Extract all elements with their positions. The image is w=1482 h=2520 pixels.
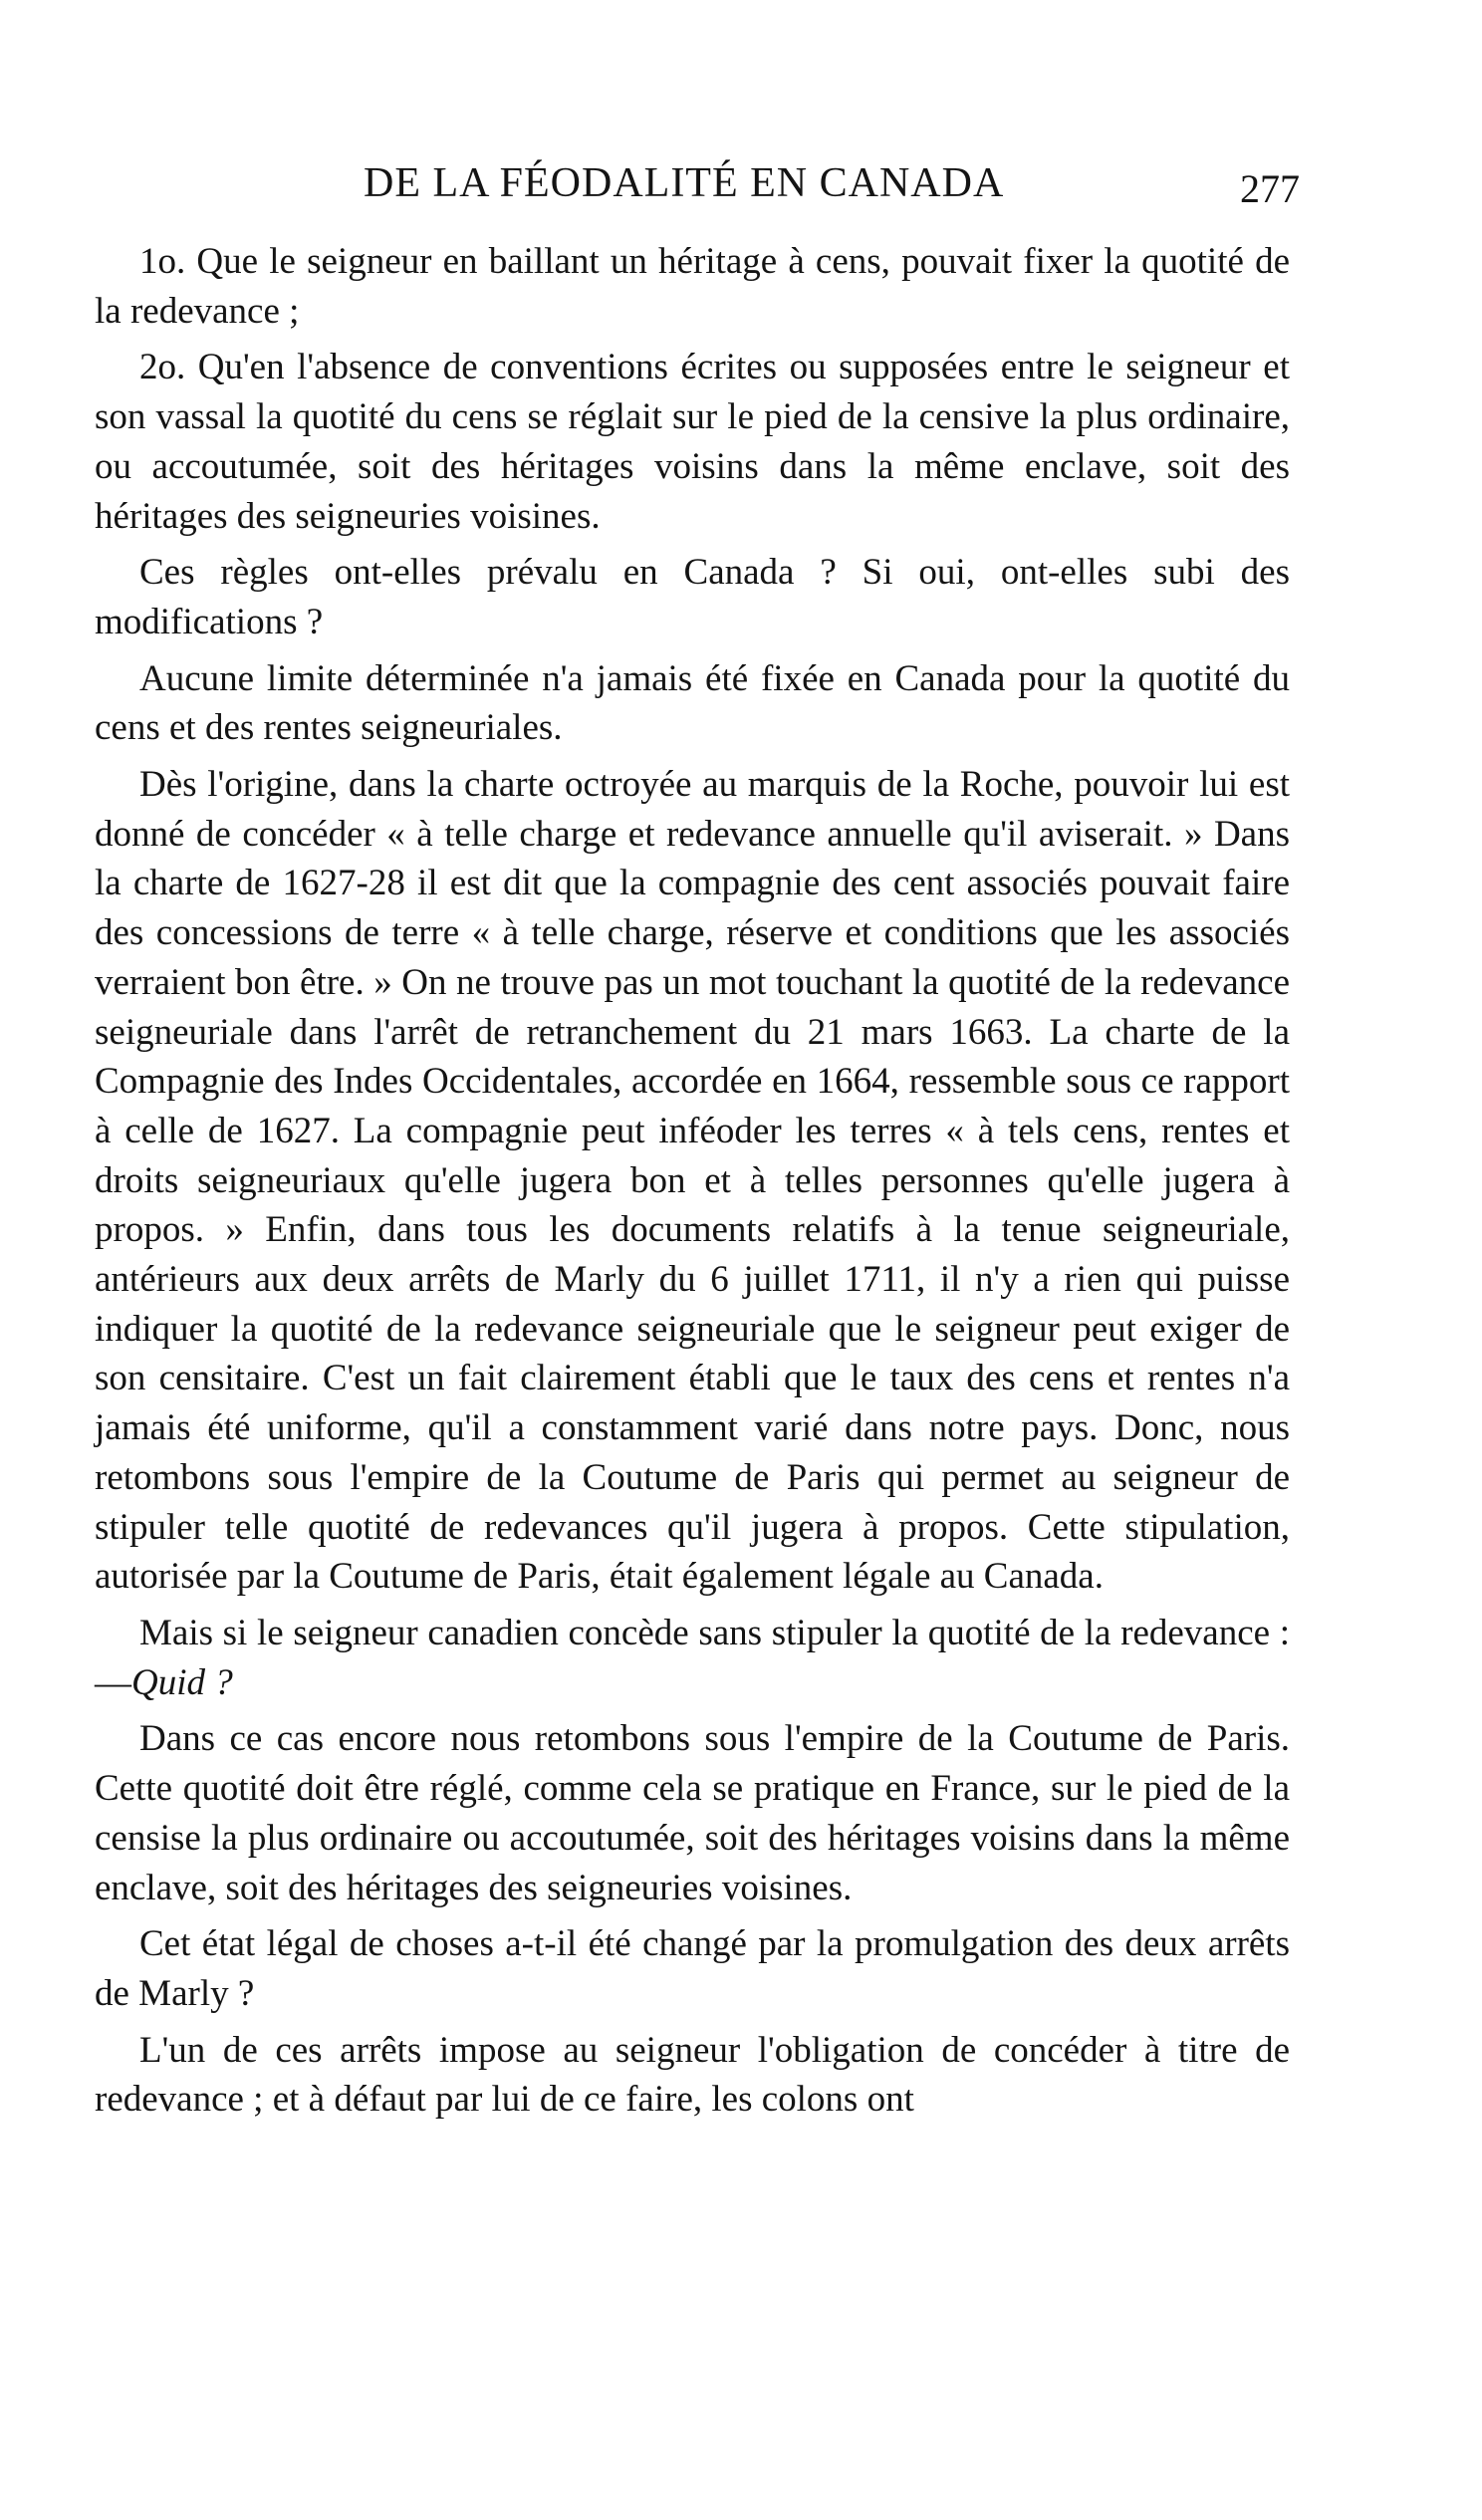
running-head <box>95 159 1300 219</box>
paragraph <box>95 343 1290 541</box>
paragraph <box>95 1714 1290 1912</box>
paragraph-text: 2o. Qu'en l'absence de conventions écrites ou supposées entre le seigneur et son vassal la quotité du cens se réglait sur le pied de la censive la plus ordinaire, ou accoutumée, soit des héritages voisins dans la même enclave, soit des héritages des seigneuries voisines. <box>95 347 1290 537</box>
paragraph-text: Cet état légal de choses a-t-il été changé par la promulgation des deux arrêts de Marly ? <box>95 1923 1290 2014</box>
paragraph <box>95 654 1290 753</box>
paragraph <box>95 548 1290 646</box>
paragraph-text: Dès l'origine, dans la charte octroyée au marquis de la Roche, pouvoir lui est donné de concéder « à telle charge et redevance annuelle qu'il aviserait. » Dans la charte de 1627-28 il est dit que la compagnie des cent associés pouvait faire des concessions de terre « à telle charge, réserve et conditions que les associés verraient bon être. » On ne trouve pas un mot touchant la quotité de la redevance seigneuriale dans l'arrêt de retranchement du 21 mars 1663. La charte de la Compagnie des Indes Occidentales, accordée en 1664, ressemble sous ce rapport à celle de 1627. La compagnie peut inféoder les terres « à tels cens, rentes et droits seigneuriaux qu'elle jugera bon et à telles personnes qu'elle jugera à propos. » Enfin, dans tous les documents relatifs à la tenue seigneuriale, antérieurs aux deux arrêts de Marly du 6 juillet 1711, il n'y a rien qui puisse indiquer la quotité de la redevance seigneuriale que le seigneur peut exiger de son censitaire. C'est un fait clairement établi que le taux des cens et rentes n'a jamais été uniforme, qu'il a constamment varié dans notre pays. Donc, nous retombons sous l'empire de la Coutume de Paris qui permet au seigneur de stipuler telle quotité de redevances qu'il jugera à propos. Cette stipulation, autorisée par la Coutume de Paris, était également légale au Canada. <box>95 764 1290 1598</box>
running-title: DE LA FÉODALITÉ EN CANADA <box>364 160 1005 206</box>
paragraph-text: Dans ce cas encore nous retombons sous l'empire de la Coutume de Paris. Cette quotité doit être réglé, comme cela se pratique en France, sur le pied de la censise la plus ordinaire ou accoutumée, soit des héritages voisins dans la même enclave, soit des héritages des seigneuries voisines. <box>95 1718 1290 1908</box>
paragraph <box>95 760 1290 1602</box>
paragraph-text: L'un de ces arrêts impose au seigneur l'obligation de concéder à titre de redevance ; et à défaut par lui de ce faire, les colons ont <box>95 2029 1290 2121</box>
paragraph-text: Mais si le seigneur canadien concède sans stipuler la quotité de la redevance :— <box>95 1612 1290 1703</box>
paragraph-text: 1o. Que le seigneur en baillant un héritage à cens, pouvait fixer la quotité de la redevance ; <box>95 241 1290 332</box>
paragraph <box>95 237 1290 336</box>
body-text <box>95 237 1290 2132</box>
paragraph-text: Ces règles ont-elles prévalu en Canada ? Si oui, ont-elles subi des modifications ? <box>95 552 1290 642</box>
paragraph-text: Aucune limite déterminée n'a jamais été fixée en Canada pour la quotité du cens et des rentes seigneuriales. <box>95 657 1290 749</box>
paragraph <box>95 1609 1290 1707</box>
paragraph <box>95 2026 1290 2125</box>
page-number: 277 <box>1240 166 1300 211</box>
paragraph <box>95 1919 1290 2018</box>
italic-word: Quid ? <box>131 1661 233 1703</box>
